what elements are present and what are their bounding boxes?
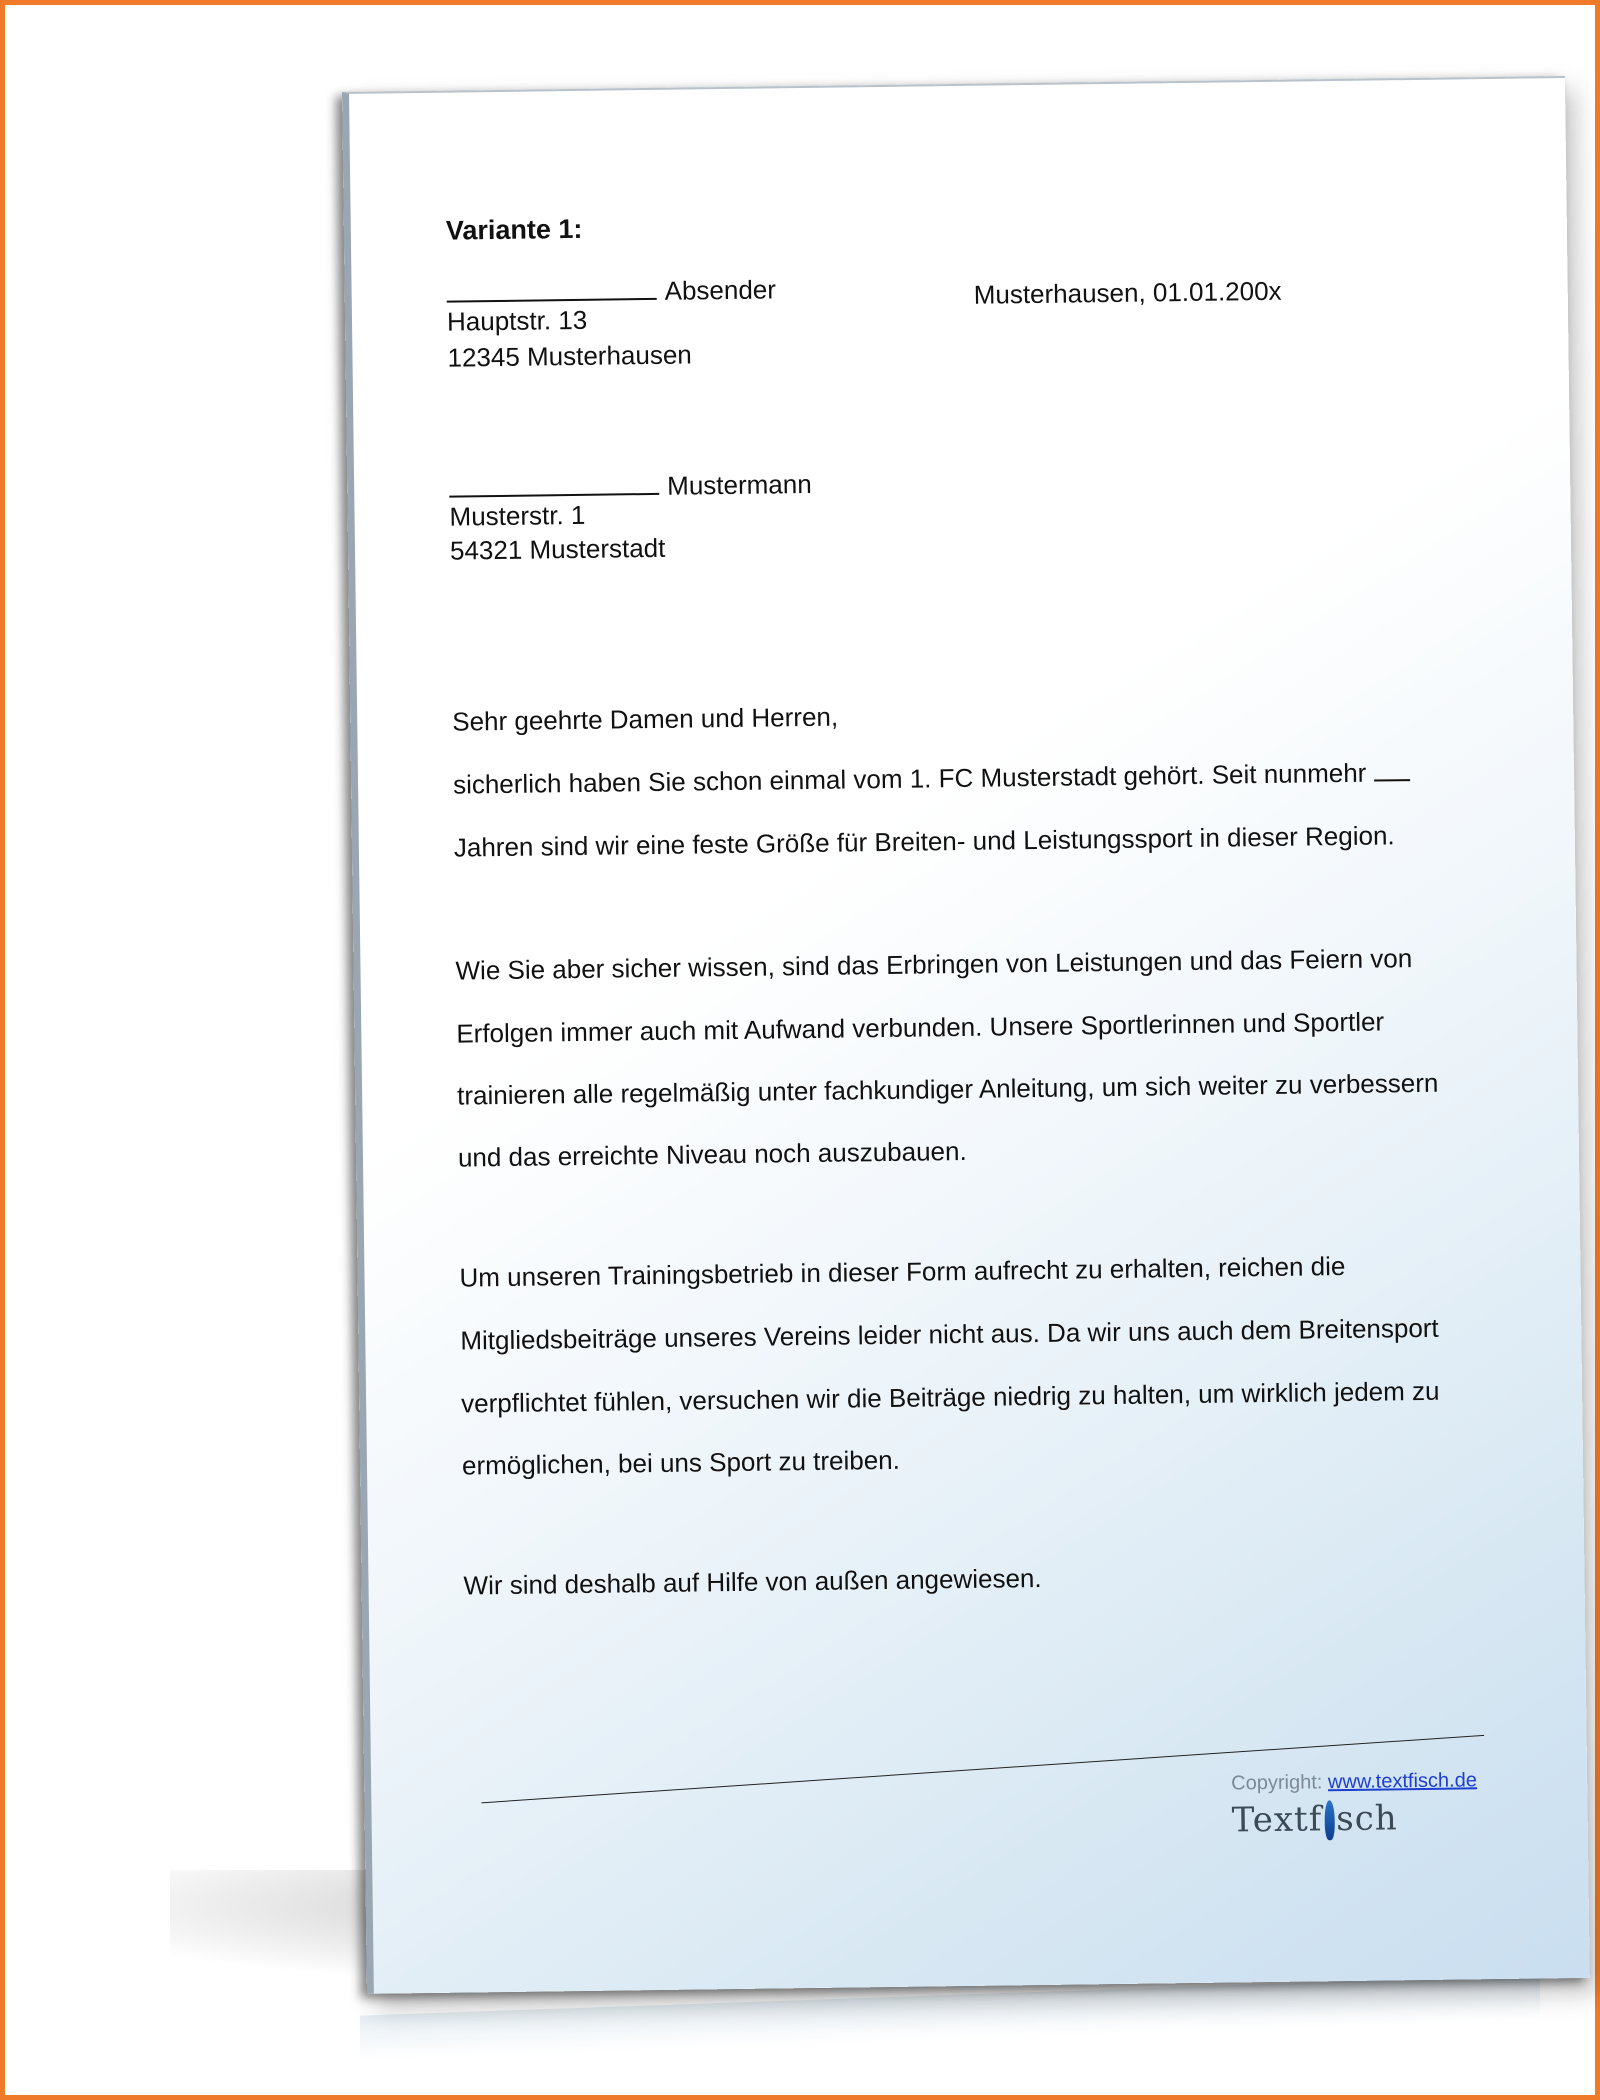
place-date: Musterhausen, 01.01.200x — [973, 275, 1282, 310]
recipient-name: Mustermann — [666, 468, 812, 501]
paragraph1-line1-text: sicherlich haben Sie schon einmal vom 1. FC Musterstadt gehört. Seit nunmehr — [452, 757, 1367, 800]
sender-street: Hauptstr. 13 — [446, 304, 588, 337]
paragraph1-line1 — [453, 759, 1411, 798]
document-page — [342, 76, 1590, 1994]
paragraph3-line2: Mitgliedsbeiträge unseres Vereins leider nicht aus. Da wir uns auch dem Breitensport — [460, 1312, 1439, 1356]
document-heading: Variante 1: — [445, 213, 583, 246]
salutation: Sehr geehrte Damen und Herren, — [452, 701, 839, 737]
paragraph1-line2: Jahren sind wir eine feste Größe für Breiten- und Leistungssport in dieser Region. — [453, 820, 1395, 863]
sender-city: 12345 Musterhausen — [447, 339, 692, 373]
logo-text-part2: sch — [1336, 1798, 1398, 1840]
recipient-name-line — [449, 468, 812, 502]
paragraph2-line1: Wie Sie aber sicher wissen, sind das Erbringen von Leistungen und das Feiern von — [455, 943, 1413, 986]
copyright-label: Copyright: — [1231, 1771, 1323, 1795]
years-blank — [1374, 779, 1410, 781]
sender-blank — [447, 298, 657, 303]
copyright-link[interactable]: www.textfisch.de — [1327, 1769, 1478, 1794]
paragraph3-line3: verpflichtet fühlen, versuchen wir die Beiträge niedrig zu halten, um wirklich jedem zu — [460, 1375, 1440, 1419]
copyright — [1231, 1769, 1477, 1795]
sender-name-line — [446, 276, 776, 306]
fish-icon — [1324, 1800, 1335, 1840]
recipient-street: Musterstr. 1 — [449, 499, 586, 532]
sender-name: Absender — [664, 274, 777, 306]
paragraph2-line3: trainieren alle regelmäßig unter fachkundiger Anleitung, um sich weiter zu verbessern — [456, 1067, 1439, 1111]
paragraph2-line4: und das erreichte Niveau noch auszubauen. — [457, 1135, 967, 1173]
recipient-blank — [449, 493, 659, 498]
logo-text-part1: Textf — [1231, 1799, 1323, 1841]
textfisch-logo — [1231, 1798, 1398, 1841]
paragraph3-line4: ermöglichen, bei uns Sport zu treiben. — [461, 1444, 901, 1481]
paragraph3-line1: Um unseren Trainingsbetrieb in dieser Form aufrecht zu erhalten, reichen die — [459, 1250, 1346, 1293]
recipient-city: 54321 Musterstadt — [449, 532, 666, 566]
paragraph4: Wir sind deshalb auf Hilfe von außen angewiesen. — [463, 1562, 1042, 1601]
paragraph2-line2: Erfolgen immer auch mit Aufwand verbunden. Unsere Sportlerinnen und Sportler — [456, 1006, 1385, 1049]
